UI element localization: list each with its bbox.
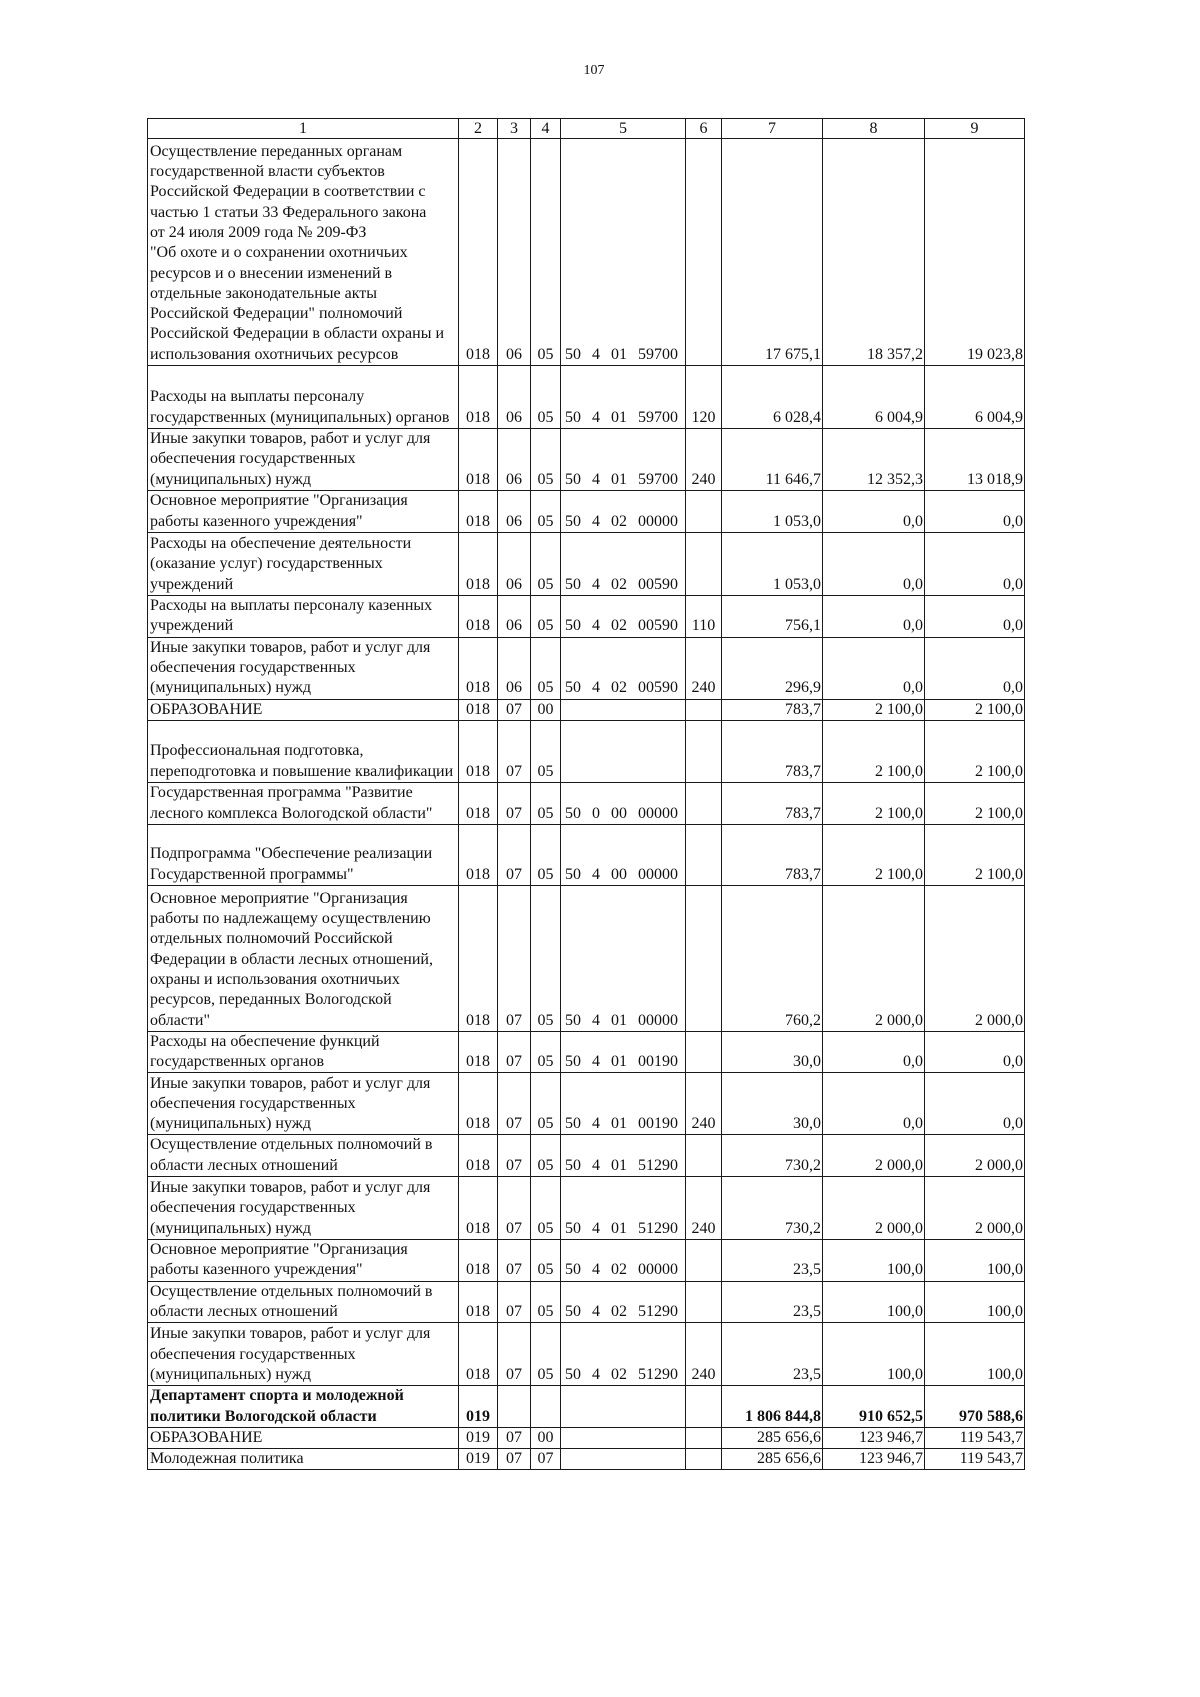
column-7-amount-cell: 783,7 — [722, 824, 823, 885]
column-8-amount-cell: 2 100,0 — [823, 782, 925, 824]
column-4-code-cell: 05 — [531, 824, 561, 885]
column-6-code-cell — [686, 699, 722, 720]
column-4-code-cell: 00 — [531, 1427, 561, 1448]
column-9-amount-cell: 119 543,7 — [925, 1449, 1025, 1470]
table-row — [148, 699, 1025, 720]
column-number-4: 4 — [531, 119, 561, 139]
column-2-code-cell: 018 — [459, 1073, 498, 1135]
column-number-3: 3 — [498, 119, 531, 139]
column-4-code-cell: 05 — [531, 139, 561, 366]
column-6-code-cell — [686, 1427, 722, 1448]
column-8-amount-cell: 2 000,0 — [823, 1177, 925, 1240]
table-row — [148, 1323, 1025, 1386]
table-row — [148, 824, 1025, 885]
row-title-cell: Иные закупки товаров, работ и услуг для обеспечения государственных (муниципальных) нужд — [148, 1073, 459, 1135]
table-row — [148, 1240, 1025, 1282]
row-title-cell: Подпрограмма "Обеспечение реализации Государственной программы" — [148, 824, 459, 885]
column-7-amount-cell: 17 675,1 — [722, 139, 823, 366]
column-7-amount-cell: 30,0 — [722, 1073, 823, 1135]
column-4-code-cell: 05 — [531, 1240, 561, 1282]
column-3-code-cell: 07 — [498, 1281, 531, 1323]
table-row — [148, 1135, 1025, 1177]
column-number-6: 6 — [686, 119, 722, 139]
column-number-2: 2 — [459, 119, 498, 139]
column-3-code-cell: 07 — [498, 1073, 531, 1135]
column-6-code-cell: 240 — [686, 1323, 722, 1386]
table-row — [148, 596, 1025, 638]
column-9-amount-cell: 100,0 — [925, 1281, 1025, 1323]
column-2-code-cell: 018 — [459, 1177, 498, 1240]
column-4-code-cell: 05 — [531, 533, 561, 596]
column-7-amount-cell: 760,2 — [722, 885, 823, 1031]
column-3-code-cell: 06 — [498, 533, 531, 596]
column-8-amount-cell: 0,0 — [823, 1031, 925, 1073]
column-5-code-cell: 50 4 01 59700 — [561, 429, 686, 491]
column-8-amount-cell: 2 100,0 — [823, 699, 925, 720]
column-9-amount-cell: 100,0 — [925, 1323, 1025, 1386]
column-7-amount-cell: 730,2 — [722, 1135, 823, 1177]
column-4-code-cell: 05 — [531, 720, 561, 782]
column-2-code-cell: 018 — [459, 596, 498, 638]
column-8-amount-cell: 0,0 — [823, 596, 925, 638]
column-5-code-cell: 50 0 00 00000 — [561, 782, 686, 824]
column-3-code-cell: 07 — [498, 824, 531, 885]
column-8-amount-cell: 2 100,0 — [823, 720, 925, 782]
column-8-amount-cell: 100,0 — [823, 1281, 925, 1323]
column-7-amount-cell: 1 053,0 — [722, 533, 823, 596]
table-row — [148, 533, 1025, 596]
column-2-code-cell: 019 — [459, 1427, 498, 1448]
column-2-code-cell: 018 — [459, 1323, 498, 1386]
column-3-code-cell: 07 — [498, 720, 531, 782]
column-8-amount-cell: 0,0 — [823, 491, 925, 533]
column-8-amount-cell: 100,0 — [823, 1240, 925, 1282]
column-3-code-cell: 07 — [498, 885, 531, 1031]
column-5-code-cell — [561, 720, 686, 782]
row-title-cell: Расходы на обеспечение функций государственных органов — [148, 1031, 459, 1073]
row-title-cell: Иные закупки товаров, работ и услуг для обеспечения государственных (муниципальных) нужд — [148, 1323, 459, 1386]
column-number-5: 5 — [561, 119, 686, 139]
column-5-code-cell: 50 4 02 00590 — [561, 637, 686, 699]
column-7-amount-cell: 1 053,0 — [722, 491, 823, 533]
column-5-code-cell — [561, 1449, 686, 1470]
page-number: 107 — [583, 63, 605, 78]
column-2-code-cell: 018 — [459, 1031, 498, 1073]
column-4-code-cell: 05 — [531, 885, 561, 1031]
column-2-code-cell: 019 — [459, 1449, 498, 1470]
column-3-code-cell — [498, 1386, 531, 1428]
column-8-amount-cell: 18 357,2 — [823, 139, 925, 366]
column-3-code-cell: 07 — [498, 1240, 531, 1282]
column-5-code-cell: 50 4 01 59700 — [561, 366, 686, 429]
column-6-code-cell — [686, 1449, 722, 1470]
table-row — [148, 1031, 1025, 1073]
column-4-code-cell: 05 — [531, 1135, 561, 1177]
column-9-amount-cell: 970 588,6 — [925, 1386, 1025, 1428]
column-6-code-cell: 120 — [686, 366, 722, 429]
column-6-code-cell — [686, 824, 722, 885]
column-4-code-cell: 05 — [531, 1031, 561, 1073]
column-7-amount-cell: 23,5 — [722, 1281, 823, 1323]
column-9-amount-cell: 2 000,0 — [925, 1177, 1025, 1240]
column-3-code-cell: 07 — [498, 1427, 531, 1448]
column-8-amount-cell: 2 000,0 — [823, 885, 925, 1031]
column-9-amount-cell: 0,0 — [925, 1031, 1025, 1073]
column-2-code-cell: 018 — [459, 1281, 498, 1323]
column-5-code-cell — [561, 1386, 686, 1428]
table-row — [148, 491, 1025, 533]
table-row — [148, 782, 1025, 824]
column-7-amount-cell: 783,7 — [722, 782, 823, 824]
table-row — [148, 1281, 1025, 1323]
column-3-code-cell: 07 — [498, 782, 531, 824]
column-6-code-cell — [686, 720, 722, 782]
column-7-amount-cell: 296,9 — [722, 637, 823, 699]
column-4-code-cell: 07 — [531, 1449, 561, 1470]
column-4-code-cell: 05 — [531, 596, 561, 638]
column-number-1: 1 — [148, 119, 459, 139]
column-2-code-cell: 018 — [459, 139, 498, 366]
column-7-amount-cell: 756,1 — [722, 596, 823, 638]
column-9-amount-cell: 2 000,0 — [925, 1135, 1025, 1177]
column-number-7: 7 — [722, 119, 823, 139]
column-5-code-cell: 50 4 02 00590 — [561, 596, 686, 638]
row-title-cell: Молодежная политика — [148, 1449, 459, 1470]
table-body — [148, 119, 1025, 1470]
row-title-cell: Департамент спорта и молодежной политики Вологодской области — [148, 1386, 459, 1428]
table-row — [148, 366, 1025, 429]
column-5-code-cell: 50 4 01 51290 — [561, 1135, 686, 1177]
column-5-code-cell: 50 4 01 00190 — [561, 1031, 686, 1073]
column-7-amount-cell: 11 646,7 — [722, 429, 823, 491]
column-9-amount-cell: 13 018,9 — [925, 429, 1025, 491]
column-3-code-cell: 07 — [498, 1177, 531, 1240]
column-3-code-cell: 07 — [498, 699, 531, 720]
column-6-code-cell: 240 — [686, 429, 722, 491]
column-8-amount-cell: 0,0 — [823, 1073, 925, 1135]
column-2-code-cell: 018 — [459, 491, 498, 533]
column-5-code-cell — [561, 1427, 686, 1448]
column-3-code-cell: 07 — [498, 1031, 531, 1073]
table-row — [148, 139, 1025, 366]
column-3-code-cell: 07 — [498, 1449, 531, 1470]
row-title-cell: Основное мероприятие "Организация работы казенного учреждения" — [148, 491, 459, 533]
column-7-amount-cell: 23,5 — [722, 1323, 823, 1386]
column-5-code-cell: 50 4 01 59700 — [561, 139, 686, 366]
column-5-code-cell: 50 4 02 00000 — [561, 1240, 686, 1282]
column-7-amount-cell: 30,0 — [722, 1031, 823, 1073]
column-9-amount-cell: 0,0 — [925, 1073, 1025, 1135]
column-6-code-cell — [686, 885, 722, 1031]
column-5-code-cell: 50 4 02 00000 — [561, 491, 686, 533]
column-number-header-row — [148, 119, 1025, 139]
column-9-amount-cell: 2 100,0 — [925, 720, 1025, 782]
column-3-code-cell: 06 — [498, 366, 531, 429]
column-4-code-cell: 05 — [531, 782, 561, 824]
column-8-amount-cell: 123 946,7 — [823, 1427, 925, 1448]
column-9-amount-cell: 19 023,8 — [925, 139, 1025, 366]
column-6-code-cell: 240 — [686, 637, 722, 699]
column-9-amount-cell: 0,0 — [925, 533, 1025, 596]
table-row — [148, 637, 1025, 699]
row-title-cell: ОБРАЗОВАНИЕ — [148, 1427, 459, 1448]
column-7-amount-cell: 1 806 844,8 — [722, 1386, 823, 1428]
column-6-code-cell — [686, 1281, 722, 1323]
row-title-cell: Осуществление отдельных полномочий в области лесных отношений — [148, 1281, 459, 1323]
column-3-code-cell: 07 — [498, 1323, 531, 1386]
column-9-amount-cell: 6 004,9 — [925, 366, 1025, 429]
column-8-amount-cell: 100,0 — [823, 1323, 925, 1386]
column-4-code-cell: 05 — [531, 1281, 561, 1323]
column-3-code-cell: 06 — [498, 429, 531, 491]
table-row — [148, 885, 1025, 1031]
table-row — [148, 1449, 1025, 1470]
column-8-amount-cell: 6 004,9 — [823, 366, 925, 429]
column-5-code-cell: 50 4 01 51290 — [561, 1177, 686, 1240]
column-2-code-cell: 018 — [459, 533, 498, 596]
row-title-cell: Расходы на обеспечение деятельности (оказание услуг) государственных учреждений — [148, 533, 459, 596]
column-3-code-cell: 06 — [498, 637, 531, 699]
column-2-code-cell: 018 — [459, 699, 498, 720]
column-6-code-cell — [686, 1135, 722, 1177]
column-5-code-cell: 50 4 00 00000 — [561, 824, 686, 885]
column-6-code-cell — [686, 1240, 722, 1282]
column-5-code-cell: 50 4 01 00000 — [561, 885, 686, 1031]
column-7-amount-cell: 285 656,6 — [722, 1449, 823, 1470]
column-2-code-cell: 018 — [459, 1240, 498, 1282]
column-7-amount-cell: 730,2 — [722, 1177, 823, 1240]
column-5-code-cell: 50 4 02 51290 — [561, 1323, 686, 1386]
column-6-code-cell — [686, 491, 722, 533]
column-4-code-cell — [531, 1386, 561, 1428]
column-5-code-cell: 50 4 02 51290 — [561, 1281, 686, 1323]
row-title-cell: Расходы на выплаты персоналу казенных учреждений — [148, 596, 459, 638]
column-7-amount-cell: 285 656,6 — [722, 1427, 823, 1448]
column-6-code-cell: 240 — [686, 1073, 722, 1135]
column-9-amount-cell: 0,0 — [925, 637, 1025, 699]
column-9-amount-cell: 0,0 — [925, 596, 1025, 638]
row-title-cell: Основное мероприятие "Организация работы казенного учреждения" — [148, 1240, 459, 1282]
row-title-cell: ОБРАЗОВАНИЕ — [148, 699, 459, 720]
column-8-amount-cell: 0,0 — [823, 533, 925, 596]
table-row — [148, 1177, 1025, 1240]
column-2-code-cell: 018 — [459, 824, 498, 885]
column-4-code-cell: 00 — [531, 699, 561, 720]
column-5-code-cell: 50 4 02 00590 — [561, 533, 686, 596]
column-8-amount-cell: 123 946,7 — [823, 1449, 925, 1470]
row-title-cell: Иные закупки товаров, работ и услуг для обеспечения государственных (муниципальных) нужд — [148, 429, 459, 491]
column-9-amount-cell: 2 100,0 — [925, 699, 1025, 720]
column-2-code-cell: 018 — [459, 429, 498, 491]
column-7-amount-cell: 6 028,4 — [722, 366, 823, 429]
row-title-cell: Иные закупки товаров, работ и услуг для обеспечения государственных (муниципальных) нужд — [148, 1177, 459, 1240]
column-4-code-cell: 05 — [531, 1073, 561, 1135]
column-2-code-cell: 018 — [459, 885, 498, 1031]
column-6-code-cell — [686, 139, 722, 366]
column-4-code-cell: 05 — [531, 637, 561, 699]
budget-table — [147, 118, 1025, 1470]
row-title-cell: Основное мероприятие "Организация работы по надлежащему осуществлению отдельных полномочий Российской Федерации в области лесных отношений, охраны и использования охотничьих ресурсов, переданных Вологодской области" — [148, 885, 459, 1031]
column-8-amount-cell: 12 352,3 — [823, 429, 925, 491]
column-6-code-cell — [686, 1386, 722, 1428]
row-title-cell: Государственная программа "Развитие лесного комплекса Вологодской области" — [148, 782, 459, 824]
column-2-code-cell: 018 — [459, 1135, 498, 1177]
column-3-code-cell: 06 — [498, 596, 531, 638]
column-6-code-cell — [686, 533, 722, 596]
column-6-code-cell — [686, 782, 722, 824]
column-4-code-cell: 05 — [531, 491, 561, 533]
column-2-code-cell: 018 — [459, 720, 498, 782]
column-6-code-cell: 240 — [686, 1177, 722, 1240]
column-4-code-cell: 05 — [531, 429, 561, 491]
column-number-9: 9 — [925, 119, 1025, 139]
column-5-code-cell — [561, 699, 686, 720]
column-9-amount-cell: 2 100,0 — [925, 782, 1025, 824]
column-7-amount-cell: 783,7 — [722, 720, 823, 782]
table-row — [148, 1073, 1025, 1135]
column-2-code-cell: 018 — [459, 366, 498, 429]
column-4-code-cell: 05 — [531, 1323, 561, 1386]
column-9-amount-cell: 2 000,0 — [925, 885, 1025, 1031]
column-2-code-cell: 019 — [459, 1386, 498, 1428]
column-9-amount-cell: 2 100,0 — [925, 824, 1025, 885]
row-title-cell: Профессиональная подготовка, переподготовка и повышение квалификации — [148, 720, 459, 782]
column-4-code-cell: 05 — [531, 366, 561, 429]
row-title-cell: Иные закупки товаров, работ и услуг для обеспечения государственных (муниципальных) нужд — [148, 637, 459, 699]
column-number-8: 8 — [823, 119, 925, 139]
row-title-cell: Осуществление отдельных полномочий в области лесных отношений — [148, 1135, 459, 1177]
table-row — [148, 429, 1025, 491]
column-8-amount-cell: 2 100,0 — [823, 824, 925, 885]
column-4-code-cell: 05 — [531, 1177, 561, 1240]
column-9-amount-cell: 119 543,7 — [925, 1427, 1025, 1448]
column-3-code-cell: 06 — [498, 139, 531, 366]
column-3-code-cell: 06 — [498, 491, 531, 533]
column-8-amount-cell: 2 000,0 — [823, 1135, 925, 1177]
table-row — [148, 1427, 1025, 1448]
column-2-code-cell: 018 — [459, 782, 498, 824]
column-6-code-cell — [686, 1031, 722, 1073]
column-9-amount-cell: 0,0 — [925, 491, 1025, 533]
table-row — [148, 720, 1025, 782]
column-9-amount-cell: 100,0 — [925, 1240, 1025, 1282]
column-7-amount-cell: 23,5 — [722, 1240, 823, 1282]
table-row — [148, 1386, 1025, 1428]
row-title-cell: Расходы на выплаты персоналу государственных (муниципальных) органов — [148, 366, 459, 429]
row-title-cell: Осуществление переданных органам государственной власти субъектов Российской Федерации в соответствии с частью 1 статьи 33 Федерального закона от 24 июля 2009 года № 209-ФЗ "Об охоте и о сохранении охотничьих ресурсов и о внесении изменений в отдельные законодательные акты Российской Федерации" полномочий Российской Федерации в области охраны и использования охотничьих ресурсов — [148, 139, 459, 366]
column-5-code-cell: 50 4 01 00190 — [561, 1073, 686, 1135]
column-6-code-cell: 110 — [686, 596, 722, 638]
column-2-code-cell: 018 — [459, 637, 498, 699]
column-3-code-cell: 07 — [498, 1135, 531, 1177]
column-8-amount-cell: 910 652,5 — [823, 1386, 925, 1428]
column-8-amount-cell: 0,0 — [823, 637, 925, 699]
column-7-amount-cell: 783,7 — [722, 699, 823, 720]
